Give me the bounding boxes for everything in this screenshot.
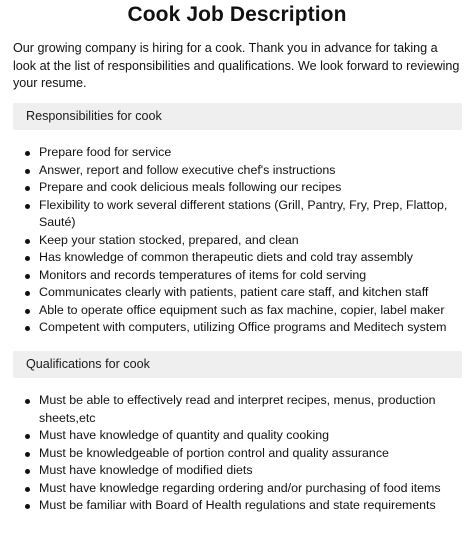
list-item	[13, 302, 463, 320]
bullet-icon	[25, 169, 30, 174]
list-item-text: Monitors and records temperatures of items for cold serving	[39, 267, 367, 282]
list-item-text: Must have knowledge of modified diets	[39, 463, 253, 477]
bullet-icon	[25, 204, 30, 209]
list-item-text: Must be familiar with Board of Health regulations and state requirements	[39, 498, 436, 512]
list-item	[13, 392, 463, 427]
intro-paragraph: Our growing company is hiring for a cook. Thank you in advance for taking a look at the list of responsibilities and qualifications. We look forward to reviewing your resume.	[13, 41, 460, 90]
list-item	[13, 319, 463, 337]
list-item-text: Prepare food for service	[39, 145, 172, 159]
list-item-text: Must have knowledge regarding ordering and/or purchasing of food items	[39, 480, 441, 495]
bullet-icon	[25, 452, 30, 457]
list-item	[13, 249, 463, 267]
bullet-icon	[25, 256, 30, 261]
list-item-text: Communicates clearly with patients, patient care staff, and kitchen staff	[39, 285, 429, 299]
list-item-text: Must be able to effectively read and interpret recipes, menus, production sheets,etc	[39, 393, 436, 425]
list-item	[13, 232, 463, 250]
list-item-text: Competent with computers, utilizing Office programs and Meditech system	[39, 320, 447, 334]
list-item	[13, 427, 463, 445]
list-item	[13, 462, 463, 480]
bullet-icon	[25, 504, 30, 509]
qualifications-heading: Qualifications for cook	[13, 351, 462, 378]
list-item-text: Able to operate office equipment such as fax machine, copier, label maker	[39, 302, 445, 317]
list-item-text: Has knowledge of common therapeutic diets and cold tray assembly	[39, 250, 413, 264]
bullet-icon	[25, 274, 30, 279]
bullet-icon	[25, 326, 30, 331]
list-item-text: Must be knowledgeable of portion control and quality assurance	[39, 445, 389, 460]
list-item	[13, 480, 463, 498]
bullet-icon	[25, 309, 30, 314]
responsibilities-list	[13, 144, 463, 337]
page-title: Cook Job Description	[127, 3, 347, 26]
list-item	[13, 162, 463, 180]
bullet-icon	[25, 151, 30, 156]
bullet-icon	[25, 186, 30, 191]
list-item-text: Must have knowledge of quantity and quality cooking	[39, 428, 329, 442]
responsibilities-heading: Responsibilities for cook	[13, 103, 462, 130]
bullet-icon	[25, 239, 30, 244]
qualifications-list	[13, 392, 463, 515]
list-item	[13, 284, 463, 302]
bullet-icon	[25, 487, 30, 492]
list-item-text: Flexibility to work several different stations (Grill, Pantry, Fry, Prep, Flattop, Sauté)	[39, 197, 448, 229]
bullet-icon	[25, 469, 30, 474]
list-item	[13, 497, 463, 515]
bullet-icon	[25, 291, 30, 296]
list-item-text: Keep your station stocked, prepared, and clean	[39, 232, 299, 247]
list-item	[13, 144, 463, 162]
list-item	[13, 179, 463, 197]
list-item-text: Prepare and cook delicious meals following our recipes	[39, 180, 342, 194]
bullet-icon	[25, 434, 30, 439]
list-item	[13, 267, 463, 285]
list-item-text: Answer, report and follow executive chef's instructions	[39, 162, 336, 177]
bullet-icon	[25, 399, 30, 404]
list-item	[13, 197, 463, 232]
list-item	[13, 445, 463, 463]
